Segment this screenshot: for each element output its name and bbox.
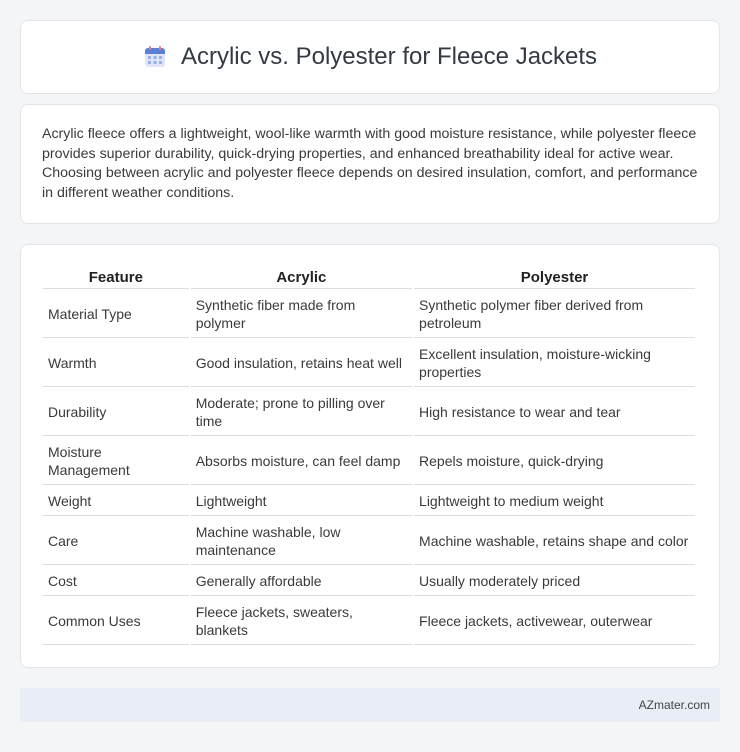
comparison-card [20,244,720,668]
cell-acrylic: Good insulation, retains heat well [191,340,412,387]
header-feature: Feature [43,267,189,289]
cell-polyester: High resistance to wear and tear [414,389,695,436]
title-card [20,20,720,94]
cell-polyester: Excellent insulation, moisture-wicking properties [414,340,695,387]
cell-polyester: Usually moderately priced [414,567,695,596]
table-row [43,291,695,338]
cell-polyester: Lightweight to medium weight [414,487,695,516]
cell-feature: Moisture Management [43,438,189,485]
table-row [43,438,695,485]
table-header-row [43,267,695,289]
comparison-table [41,265,697,647]
cell-feature: Weight [43,487,189,516]
cell-feature: Material Type [43,291,189,338]
table-row [43,340,695,387]
header-acrylic: Acrylic [191,267,412,289]
table-row [43,389,695,436]
cell-feature: Common Uses [43,598,189,645]
footer-brand[interactable]: AZmater.com [638,698,710,712]
table-row [43,518,695,565]
cell-acrylic: Machine washable, low maintenance [191,518,412,565]
cell-acrylic: Generally affordable [191,567,412,596]
cell-polyester: Synthetic polymer fiber derived from petroleum [414,291,695,338]
table-row [43,487,695,516]
table-row [43,598,695,645]
cell-feature: Warmth [43,340,189,387]
cell-polyester: Fleece jackets, activewear, outerwear [414,598,695,645]
cell-acrylic: Lightweight [191,487,412,516]
cell-polyester: Machine washable, retains shape and color [414,518,695,565]
cell-acrylic: Fleece jackets, sweaters, blankets [191,598,412,645]
cell-acrylic: Synthetic fiber made from polymer [191,291,412,338]
cell-feature: Care [43,518,189,565]
cell-feature: Durability [43,389,189,436]
cell-acrylic: Absorbs moisture, can feel damp [191,438,412,485]
cell-acrylic: Moderate; prone to pilling over time [191,389,412,436]
page-title: Acrylic vs. Polyester for Fleece Jackets [180,43,598,70]
footer [20,688,720,722]
table-row [43,567,695,596]
calendar-icon [143,45,167,69]
summary-card [20,104,720,224]
cell-polyester: Repels moisture, quick-drying [414,438,695,485]
cell-feature: Cost [43,567,189,596]
summary-text: Acrylic fleece offers a lightweight, wool-like warmth with good moisture resistance, while polyester fleece provides superior durability, quick-drying properties, and enhanced breathability ideal for active wear. Choosing between acrylic and polyester fleece depends on desired insulation, comfort, and performance in different weather conditions. [42,126,698,201]
header-polyester: Polyester [414,267,695,289]
